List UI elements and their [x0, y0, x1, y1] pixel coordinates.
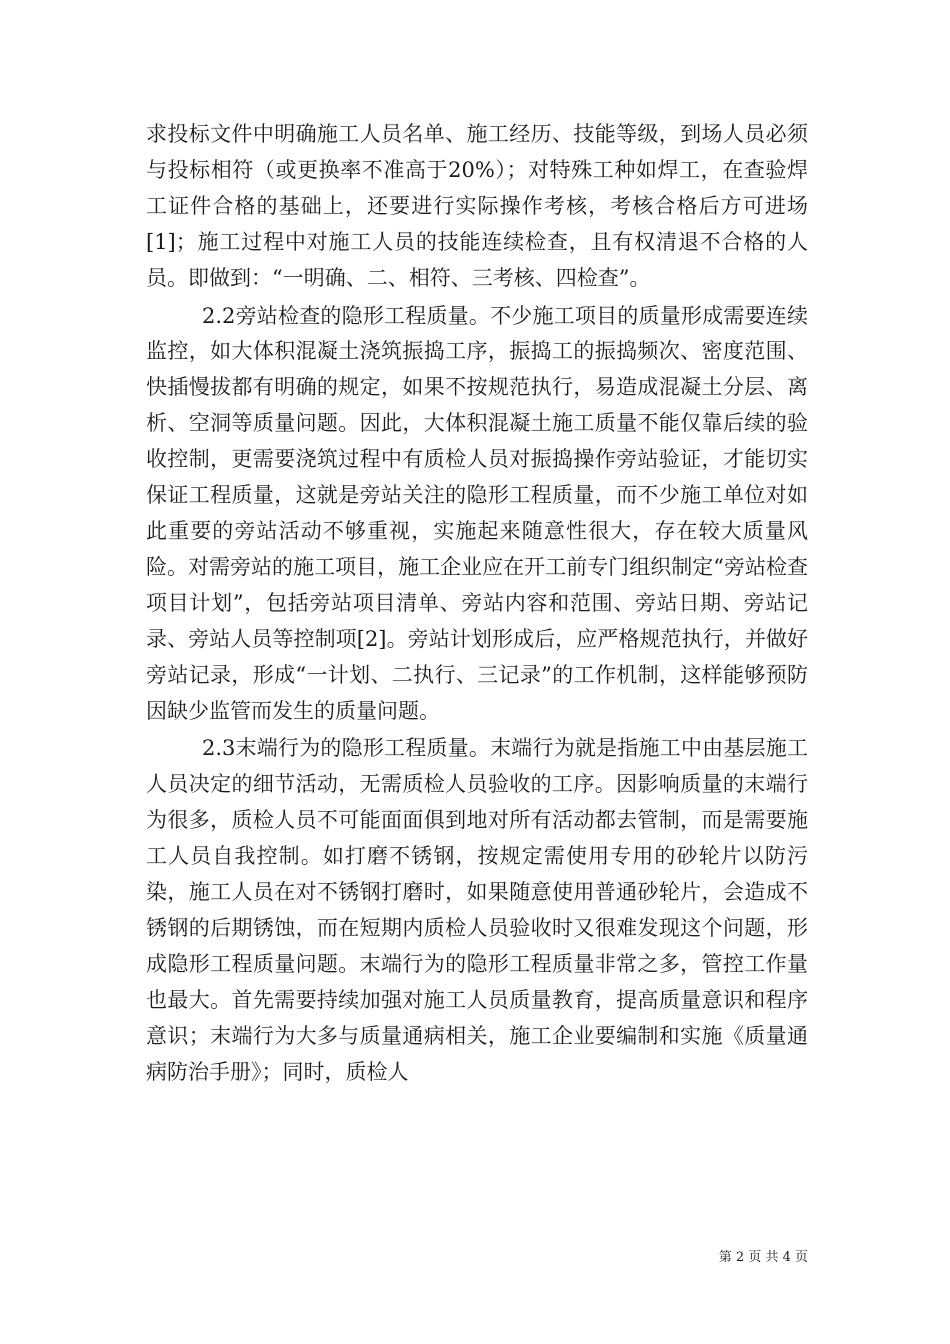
paragraph-continuation: 求投标文件中明确施工人员名单、施工经历、技能等级，到场人员必须与投标相符（或更换率不准高于20%）；对特殊工种如焊工，在查验焊工证件合格的基础上，还要进行实际操作考核，考核合格后方可进场[1]；施工过程中对施工人员的技能连续检查，且有权清退不合格的人员。即做到：“一明确、二、相符、三考核、四检查”。 [146, 122, 808, 290]
paragraph-section-2-2: 2.2旁站检查的隐形工程质量。不少施工项目的质量形成需要连续监控，如大体积混凝土浇筑振捣工序，振捣工的振捣频次、密度范围、快插慢拔都有明确的规定，如果不按规范执行，易造成混凝土分层、离析、空洞等质量问题。因此，大体积混凝土施工质量不能仅靠后续的验收控制，更需要浇筑过程中有质检人员对振捣操作旁站验证，才能切实保证工程质量，这就是旁站关注的隐形工程质量，而不少施工单位对如此重要的旁站活动不够重视，实施起来随意性很大，存在较大质量风险。对需旁站的施工项目，施工企业应在开工前专门组织制定“旁站检查项目计划”，包括旁站项目清单、旁站内容和范围、旁站日期、旁站记录、旁站人员等控制项[2]。旁站计划形成后，应严格规范执行，并做好旁站记录，形成“一计划、二执行、三记录”的工作机制，这样能够预防因缺少监管而发生的质量问题。 [146, 303, 808, 723]
page-number-footer: 第 2 页 共 4 页 [718, 1250, 808, 1265]
paragraph-section-2-3: 2.3末端行为的隐形工程质量。末端行为就是指施工中由基层施工人员决定的细节活动，无需质检人员验收的工序。因影响质量的末端行为很多，质检人员不可能面面俱到地对所有活动都去管制，而是需要施工人员自我控制。如打磨不锈钢，按规定需使用专用的砂轮片以防污染，施工人员在对不锈钢打磨时，如果随意使用普通砂轮片，会造成不锈钢的后期锈蚀，而在短期内质检人员验收时又很难发现这个问题，形成隐形工程质量问题。末端行为的隐形工程质量非常之多，管控工作量也最大。首先需要持续加强对施工人员质量教育，提高质量意识和程序意识；末端行为大多与质量通病相关，施工企业要编制和实施《质量通病防治手册》；同时，质检人 [146, 736, 808, 1084]
document-body [146, 117, 808, 1092]
